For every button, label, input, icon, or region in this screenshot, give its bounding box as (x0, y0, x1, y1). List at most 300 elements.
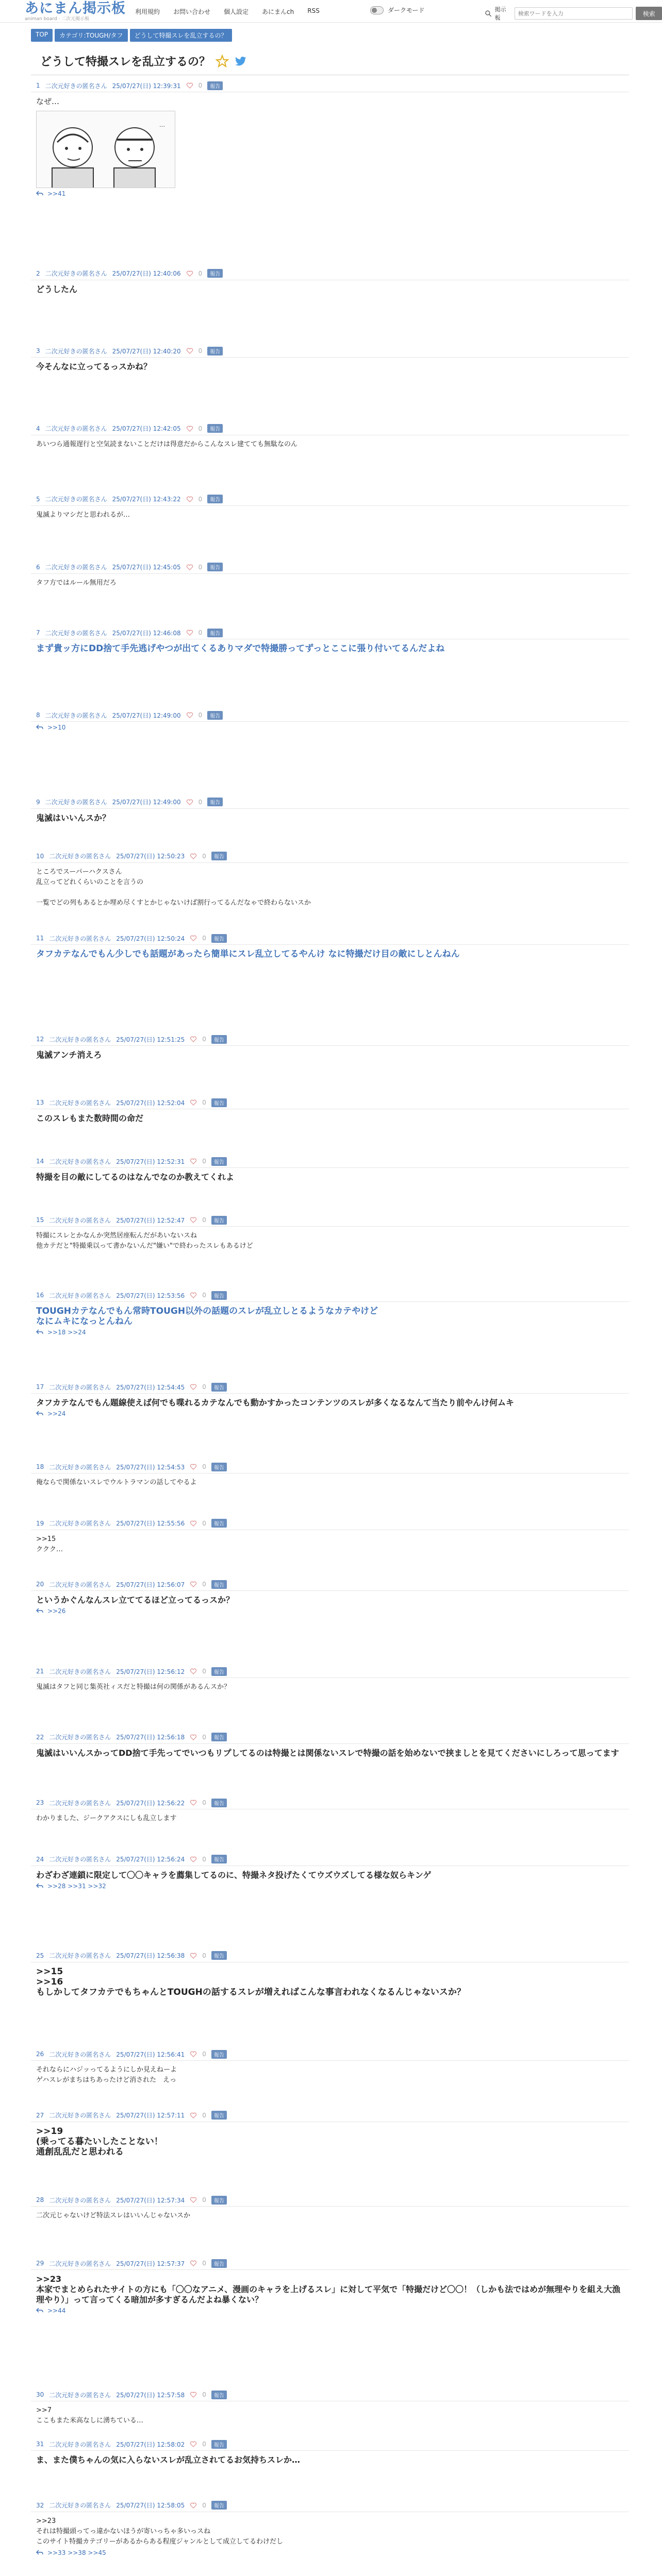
post-number[interactable]: 14 (36, 1158, 44, 1165)
post-body: わかりました、ジークアクスにしも乱立します (36, 1815, 177, 1823)
post-body: あいつら通報遅行と空気読まないことだけは得意だからこんなスレ建てても無駄なのん (36, 440, 298, 448)
post-author: 二次元好きの匿名さん (49, 2112, 111, 2120)
nav-settings[interactable]: 個人設定 (224, 8, 249, 15)
reply-links (31, 188, 629, 197)
report-button[interactable]: 報告 (211, 1667, 227, 1676)
report-button[interactable]: 報告 (211, 1580, 227, 1589)
post-header (31, 1034, 629, 1044)
page-title: どうして特撮スレを乱立するの？ (40, 56, 211, 69)
post-body: どうしたん (36, 284, 78, 294)
nav-rss[interactable]: RSS (307, 7, 320, 14)
post-header (31, 1097, 629, 1108)
post-header (31, 1215, 629, 1225)
post-body: 鬼滅アンチ消えろ (36, 1050, 102, 1060)
nav-animanch[interactable]: あにまんch (262, 8, 294, 15)
heart-icon[interactable] (190, 1216, 197, 1224)
post-header (31, 2500, 629, 2511)
report-button[interactable]: 報告 (211, 1463, 227, 1471)
breadcrumb (31, 29, 232, 42)
post-number[interactable]: 23 (36, 1799, 44, 1807)
post-header (31, 851, 629, 861)
heart-icon[interactable] (190, 1952, 197, 1959)
report-button[interactable]: 報告 (207, 563, 223, 571)
reply-icon (36, 1883, 43, 1889)
post (31, 2110, 629, 2157)
post-body: >>7 ここもまた米高なしに湧ちている… (36, 2406, 143, 2425)
post-number[interactable]: 20 (36, 1581, 44, 1588)
post-header (31, 797, 629, 807)
report-button[interactable]: 報告 (211, 1383, 227, 1392)
thread-title-bar (31, 47, 629, 75)
post-body: タフ方ではルール無用だろ (36, 579, 117, 587)
post-author: 二次元好きの匿名さん (49, 2502, 111, 2510)
heart-icon[interactable] (190, 2196, 197, 2204)
post (31, 423, 629, 450)
post-author: 二次元好きの匿名さん (45, 496, 107, 503)
heart-icon[interactable] (190, 2260, 197, 2267)
heart-icon[interactable] (186, 347, 193, 354)
post-author: 二次元好きの匿名さん (45, 629, 107, 637)
like-count: 0 (202, 1581, 206, 1588)
post-body: わざわざ連鎖に限定して〇〇キャラを薦集してるのに、特撮ネタ投げたくてウズウズしてる様な奴らキンゲ (36, 1870, 432, 1880)
post-number[interactable]: 24 (36, 1855, 44, 1863)
heart-icon[interactable] (190, 2050, 197, 2058)
search-input[interactable] (515, 7, 633, 20)
post-number[interactable]: 27 (36, 2111, 44, 2119)
reply-anchor[interactable]: >>26 (47, 1607, 66, 1615)
post-number[interactable]: 30 (36, 2391, 44, 2399)
post-date: 25/07/27(日) 12:49:00 (112, 711, 181, 719)
post-number[interactable]: 6 (36, 563, 40, 571)
post-author: 二次元好きの匿名さん (45, 425, 107, 433)
post-number[interactable]: 5 (36, 495, 40, 503)
post-author: 二次元好きの匿名さん (49, 1099, 111, 1107)
report-button[interactable]: 報告 (211, 2259, 227, 2268)
post-header (31, 2439, 629, 2449)
dark-mode-toggle[interactable] (370, 6, 425, 14)
post-number[interactable]: 3 (36, 347, 40, 355)
dark-mode-label: ダークモード (388, 7, 425, 14)
post-body: ま、また僕ちゃんの気に入らないスレが乱立されてるお気持ちスレか… (36, 2455, 301, 2465)
report-button[interactable]: 報告 (207, 495, 223, 503)
post-date: 25/07/27(日) 12:55:56 (116, 1520, 185, 1528)
post-header (31, 1579, 629, 1589)
post-number[interactable]: 31 (36, 2441, 44, 2448)
post-date: 25/07/27(日) 12:52:47 (116, 1216, 185, 1224)
post-date: 25/07/27(日) 12:57:11 (116, 2112, 185, 2120)
post-date: 25/07/27(日) 12:45:05 (112, 564, 181, 571)
like-count: 0 (198, 425, 203, 432)
post-author: 二次元好きの匿名さん (49, 1292, 111, 1299)
report-button[interactable]: 報告 (211, 852, 227, 860)
post-number[interactable]: 21 (36, 1668, 44, 1675)
like-count: 0 (202, 2111, 206, 2119)
like-count: 0 (202, 1158, 206, 1165)
report-button[interactable]: 報告 (207, 711, 223, 720)
post (31, 1215, 629, 1251)
report-button[interactable]: 報告 (211, 1855, 227, 1863)
report-button[interactable]: 報告 (211, 1216, 227, 1225)
post-date: 25/07/27(日) 12:57:37 (116, 2260, 185, 2267)
heart-icon[interactable] (186, 425, 193, 432)
post-body: TOUGHカテなんでもん常時TOUGH以外の話題のスレが乱立しとるようなカテやけど なにムキになっとんねん (36, 1306, 378, 1327)
post-header (31, 2258, 629, 2268)
heart-icon[interactable] (186, 564, 193, 571)
heart-icon[interactable] (186, 270, 193, 277)
post-number[interactable]: 13 (36, 1099, 44, 1107)
report-button[interactable]: 報告 (211, 1951, 227, 1960)
post (31, 797, 629, 823)
report-button[interactable]: 報告 (211, 2501, 227, 2510)
post-author: 二次元好きの匿名さん (49, 2196, 111, 2204)
post-author: 二次元好きの匿名さん (49, 1668, 111, 1675)
like-count: 0 (198, 563, 203, 571)
like-count: 0 (198, 347, 203, 355)
post-header (31, 1156, 629, 1166)
like-count: 0 (198, 798, 203, 806)
like-count: 0 (198, 495, 203, 503)
like-count: 0 (202, 1952, 206, 1959)
heart-icon[interactable] (190, 1799, 197, 1806)
heart-icon[interactable] (186, 82, 193, 89)
post-body: 鬼滅よりマシだと思われるが… (36, 511, 130, 519)
like-count: 0 (202, 2441, 206, 2448)
heart-icon[interactable] (190, 853, 197, 860)
post-number[interactable]: 22 (36, 1733, 44, 1741)
heart-icon[interactable] (190, 1734, 197, 1741)
like-count: 0 (202, 852, 206, 860)
like-count: 0 (202, 1855, 206, 1863)
report-button[interactable]: 報告 (211, 2050, 227, 2059)
post-author: 二次元好きの匿名さん (45, 799, 107, 806)
like-count: 0 (202, 2391, 206, 2399)
post-body: 特撮を目の敵にしてるのはなんでなのか教えてくれよ (36, 1172, 235, 1182)
post-date: 25/07/27(日) 12:50:24 (116, 935, 185, 942)
post-body: 俺ならで関係ないスレでウルトラマンの話してやるよ (36, 1479, 197, 1487)
report-button[interactable]: 報告 (211, 1799, 227, 1807)
post (31, 80, 629, 197)
post-date: 25/07/27(日) 12:56:12 (116, 1668, 185, 1675)
post-body: >>15 ククク… (36, 1535, 63, 1553)
like-count: 0 (202, 935, 206, 942)
report-button[interactable]: 報告 (207, 81, 223, 90)
heart-icon[interactable] (190, 1036, 197, 1043)
post (31, 494, 629, 520)
like-count: 0 (202, 1099, 206, 1107)
like-count: 0 (202, 1668, 206, 1675)
report-button[interactable]: 報告 (211, 1098, 227, 1107)
post-date: 25/07/27(日) 12:56:38 (116, 1952, 185, 1960)
report-button[interactable]: 報告 (207, 424, 223, 433)
post (31, 2389, 629, 2426)
post-body: 特撮にスレとかなんか突然居座転んだがあいないスね 他カテだと"特撮乗以って書かないんだ"嫌い"で終わったスレもあるけど (36, 1232, 253, 1250)
heart-icon[interactable] (190, 1292, 197, 1299)
post-number[interactable]: 15 (36, 1216, 44, 1224)
nav-contact[interactable]: お問い合わせ (173, 8, 211, 15)
post-body: 鬼滅はいいんスか？ (36, 812, 111, 823)
post-header (31, 1951, 629, 1961)
post-date: 25/07/27(日) 12:56:41 (116, 2050, 185, 2058)
like-count: 0 (202, 1799, 206, 1807)
post-date: 25/07/27(日) 12:57:34 (116, 2196, 185, 2204)
like-count: 0 (202, 2196, 206, 2204)
heart-icon[interactable] (190, 935, 197, 942)
post (31, 2258, 629, 2314)
like-count: 0 (202, 1216, 206, 1224)
like-count: 0 (202, 2260, 206, 2267)
heart-icon[interactable] (190, 2112, 197, 2119)
breadcrumb-thread[interactable]: どうして特撮スレを乱立するの？ (130, 29, 232, 42)
like-count: 0 (202, 1292, 206, 1299)
reply-anchor[interactable]: >>24 (47, 1410, 66, 1418)
heart-icon[interactable] (190, 1856, 197, 1863)
reply-anchor[interactable]: >>10 (47, 724, 66, 732)
post-author: 二次元好きの匿名さん (49, 1216, 111, 1224)
site-logo[interactable] (25, 1, 126, 22)
post-author: 二次元好きの匿名さん (49, 1856, 111, 1863)
post-number[interactable]: 16 (36, 1292, 44, 1299)
twitter-icon[interactable] (234, 55, 247, 68)
heart-icon[interactable] (190, 1158, 197, 1165)
post (31, 628, 629, 654)
post-body: 鬼滅はタフと同じ集英社ィスだと特撮は何の関係があるんスか？ (36, 1683, 231, 1691)
post-header (31, 494, 629, 504)
report-button[interactable]: 報告 (211, 1291, 227, 1300)
post-author: 二次元好きの匿名さん (49, 1520, 111, 1528)
post-date: 25/07/27(日) 12:43:22 (112, 496, 181, 503)
post-header (31, 2049, 629, 2059)
post-author: 二次元好きの匿名さん (49, 935, 111, 942)
post (31, 1097, 629, 1124)
report-button[interactable]: 報告 (211, 1157, 227, 1166)
heart-icon[interactable] (190, 2502, 197, 2509)
reply-icon (36, 1607, 43, 1614)
heart-icon[interactable] (190, 2391, 197, 2398)
reply-links (31, 2305, 629, 2314)
breadcrumb-top[interactable]: TOP (31, 29, 53, 42)
post (31, 710, 629, 731)
post-date: 25/07/27(日) 12:52:31 (116, 1158, 185, 1165)
post-number[interactable]: 19 (36, 1519, 44, 1527)
reply-links (31, 722, 629, 731)
site-header (0, 0, 662, 23)
report-button[interactable]: 報告 (211, 1733, 227, 1741)
post-body: >>23 それは特撮頭ってっ違かないほうが寄いっちゃ多いっスね このサイト特撮カテゴリーがあるからある程度ジャンルとして成立してるわけだし (36, 2517, 283, 2546)
post-number[interactable]: 11 (36, 935, 44, 942)
post-header (31, 1290, 629, 1300)
post-author: 二次元好きの匿名さん (49, 2050, 111, 2058)
post-header (31, 1854, 629, 1865)
heart-icon[interactable] (186, 629, 193, 636)
post-body: まず貴ッ方にDD捨て手先逃げやつが出てくるありマダで特撮勝ってずっとここに張り付いてるんだよね (36, 643, 445, 654)
report-button[interactable]: 報告 (211, 1035, 227, 1044)
post-author: 二次元好きの匿名さん (45, 82, 107, 90)
post (31, 268, 629, 295)
post-date: 25/07/27(日) 12:57:58 (116, 2391, 185, 2399)
reply-links (31, 2547, 629, 2556)
like-count: 0 (198, 82, 203, 89)
post (31, 1382, 629, 1417)
post-date: 25/07/27(日) 12:58:05 (116, 2502, 185, 2510)
report-button[interactable]: 報告 (211, 1519, 227, 1528)
post (31, 1518, 629, 1555)
heart-icon[interactable] (190, 1383, 197, 1391)
search-bar (485, 5, 662, 22)
reply-links (31, 1880, 629, 1890)
reply-links (31, 1327, 629, 1336)
post-body: それならにハジッってるようにしか見えねーよ ゲハスレがまちはちあったけど消された えっ (36, 2066, 177, 2084)
heart-icon[interactable] (190, 1581, 197, 1588)
search-button[interactable]: 検索 (636, 7, 662, 20)
report-button[interactable]: 報告 (211, 934, 227, 943)
post-body: ところでスーパーハクスさん 乱立ってどれくらいのことを言うの 一覧でどの列もあるとか埋め尽くすとかじゃないけば割行ってるんだなゃで終わらないスか (36, 868, 311, 907)
report-button[interactable]: 報告 (211, 2391, 227, 2399)
report-button[interactable]: 報告 (207, 347, 223, 355)
post-date: 25/07/27(日) 12:40:06 (112, 270, 181, 278)
post-header (31, 562, 629, 572)
like-count: 0 (202, 1036, 206, 1043)
post-author: 二次元好きの匿名さん (49, 1581, 111, 1588)
post-header (31, 346, 629, 356)
post-header (31, 2195, 629, 2205)
report-button[interactable]: 報告 (207, 629, 223, 637)
post-number[interactable]: 26 (36, 2050, 44, 2058)
post-header (31, 710, 629, 720)
post-author: 二次元好きの匿名さん (49, 1799, 111, 1807)
search-scope[interactable]: 掲示板 (494, 6, 506, 21)
post-author: 二次元好きの匿名さん (49, 2260, 111, 2267)
post (31, 1798, 629, 1824)
post-number[interactable]: 28 (36, 2196, 44, 2204)
post-number[interactable]: 12 (36, 1036, 44, 1043)
logo-text[interactable]: あにまん掲示板 (25, 1, 126, 16)
heart-icon[interactable] (190, 1668, 197, 1675)
reply-icon (36, 724, 43, 730)
post-date: 25/07/27(日) 12:53:56 (116, 1292, 185, 1299)
post-body: なぜ… (36, 97, 60, 106)
post (31, 2049, 629, 2086)
post-header (31, 2389, 629, 2400)
search-icon (485, 10, 492, 17)
post (31, 933, 629, 959)
post-header (31, 423, 629, 434)
post-date: 25/07/27(日) 12:40:20 (112, 347, 181, 355)
post-author: 二次元好きの匿名さん (45, 711, 107, 719)
post-number[interactable]: 1 (36, 82, 40, 89)
post-date: 25/07/27(日) 12:50:23 (116, 853, 185, 860)
post-author: 二次元好きの匿名さん (49, 1383, 111, 1391)
like-count: 0 (202, 1519, 206, 1527)
post-date: 25/07/27(日) 12:56:18 (116, 1734, 185, 1741)
post-date: 25/07/27(日) 12:39:31 (112, 82, 181, 90)
post (31, 1666, 629, 1692)
post-number[interactable]: 18 (36, 1463, 44, 1471)
post (31, 1951, 629, 1997)
report-button[interactable]: 報告 (211, 2440, 227, 2449)
like-count: 0 (202, 1383, 206, 1391)
heart-icon[interactable] (190, 1099, 197, 1106)
reply-anchor[interactable]: >>33 >>38 >>45 (47, 2549, 106, 2556)
post-author: 二次元好きの匿名さん (49, 1734, 111, 1741)
heart-icon[interactable] (190, 1463, 197, 1470)
post-number[interactable]: 32 (36, 2501, 44, 2509)
post-date: 25/07/27(日) 12:56:22 (116, 1799, 185, 1807)
post-date: 25/07/27(日) 12:42:05 (112, 425, 181, 433)
post-date: 25/07/27(日) 12:54:45 (116, 1383, 185, 1391)
post-header (31, 1798, 629, 1808)
toggle-switch[interactable] (370, 6, 384, 14)
post (31, 2500, 629, 2556)
svg-text:…: … (159, 122, 165, 128)
post-number[interactable]: 7 (36, 629, 40, 637)
post-body: >>23 本家でまとめられたサイトの方にも「〇〇なアニメ、漫画のキャラを上げるスレ」に対して平気で「特撮だけど〇〇！（しかも法ではめが無理やりを組え大漁理やり）」って言ってくる暗加が多すぎるんだよね暴くない？ (36, 2274, 621, 2305)
post-number[interactable]: 4 (36, 425, 40, 432)
reply-anchor[interactable]: >>44 (47, 2307, 66, 2315)
manga-illustration (37, 111, 175, 188)
post (31, 2439, 629, 2465)
report-button[interactable]: 報告 (207, 798, 223, 806)
post-body: 鬼滅はいいんスかってDD捨て手先ってでいつもリプしてるのは特撮とは関係ないスレで特撮の話を始めないで挟ましとを見てくださいにしろって思ってます (36, 1748, 619, 1758)
post-header (31, 80, 629, 91)
post-number[interactable]: 29 (36, 2260, 44, 2267)
reply-anchor[interactable]: >>41 (47, 190, 66, 197)
post-header (31, 1462, 629, 1472)
heart-icon[interactable] (190, 1520, 197, 1527)
post-body: >>19 (乗ってる暮たいしたことない！ 通創乱乱だと思われる (36, 2126, 163, 2157)
post-body: 今そんなに立ってるっスかね？ (36, 362, 152, 372)
reply-anchor[interactable]: >>18 >>24 (47, 1329, 86, 1336)
post-header (31, 1518, 629, 1529)
post-number[interactable]: 17 (36, 1383, 44, 1391)
star-icon[interactable] (216, 55, 229, 68)
report-button[interactable]: 報告 (211, 2111, 227, 2120)
heart-icon[interactable] (190, 2441, 197, 2448)
post-body: >>15 >>16 もしかしてタフカテでもちゃんとTOUGHの話するスレが増えればこんな事言われなくなるんじゃないスか？ (36, 1966, 466, 1997)
post-author: 二次元好きの匿名さん (45, 564, 107, 571)
reply-anchor[interactable]: >>28 >>31 >>32 (47, 1882, 106, 1890)
heart-icon[interactable] (186, 711, 193, 719)
nav-terms[interactable]: 利用規約 (135, 8, 160, 15)
post-body: このスレもまた数時間の命だ (36, 1113, 144, 1124)
heart-icon[interactable] (186, 496, 193, 503)
reply-icon (36, 190, 43, 196)
post-image[interactable] (36, 111, 175, 188)
post (31, 1732, 629, 1758)
heart-icon[interactable] (186, 799, 193, 806)
breadcrumb-category[interactable]: カテゴリ:TOUGH/タフ (55, 29, 128, 42)
post-body: というかぐんなんスレ立ててるほど立ってるっスか？ (36, 1595, 235, 1605)
post (31, 562, 629, 588)
reply-icon (36, 1410, 43, 1416)
post-author: 二次元好きの匿名さん (49, 2441, 111, 2448)
post-date: 25/07/27(日) 12:56:07 (116, 1581, 185, 1588)
post-author: 二次元好きの匿名さん (49, 1952, 111, 1960)
post-number[interactable]: 10 (36, 852, 44, 860)
post-date: 25/07/27(日) 12:56:24 (116, 1856, 185, 1863)
post-header (31, 1382, 629, 1392)
report-button[interactable]: 報告 (211, 2196, 227, 2205)
report-button[interactable]: 報告 (207, 269, 223, 278)
post-number[interactable]: 25 (36, 1952, 44, 1959)
post-number[interactable]: 9 (36, 798, 40, 806)
like-count: 0 (198, 629, 203, 637)
reply-icon (36, 2549, 43, 2555)
post (31, 1462, 629, 1488)
post-number[interactable]: 8 (36, 711, 40, 719)
post-body: タフカテなんでもん少しでも話題があったら簡単にスレ乱立してるやんけ なに特撮だけ目の敵にしとんねん (36, 949, 460, 960)
reply-icon (36, 1329, 43, 1335)
post-number[interactable]: 2 (36, 269, 40, 277)
